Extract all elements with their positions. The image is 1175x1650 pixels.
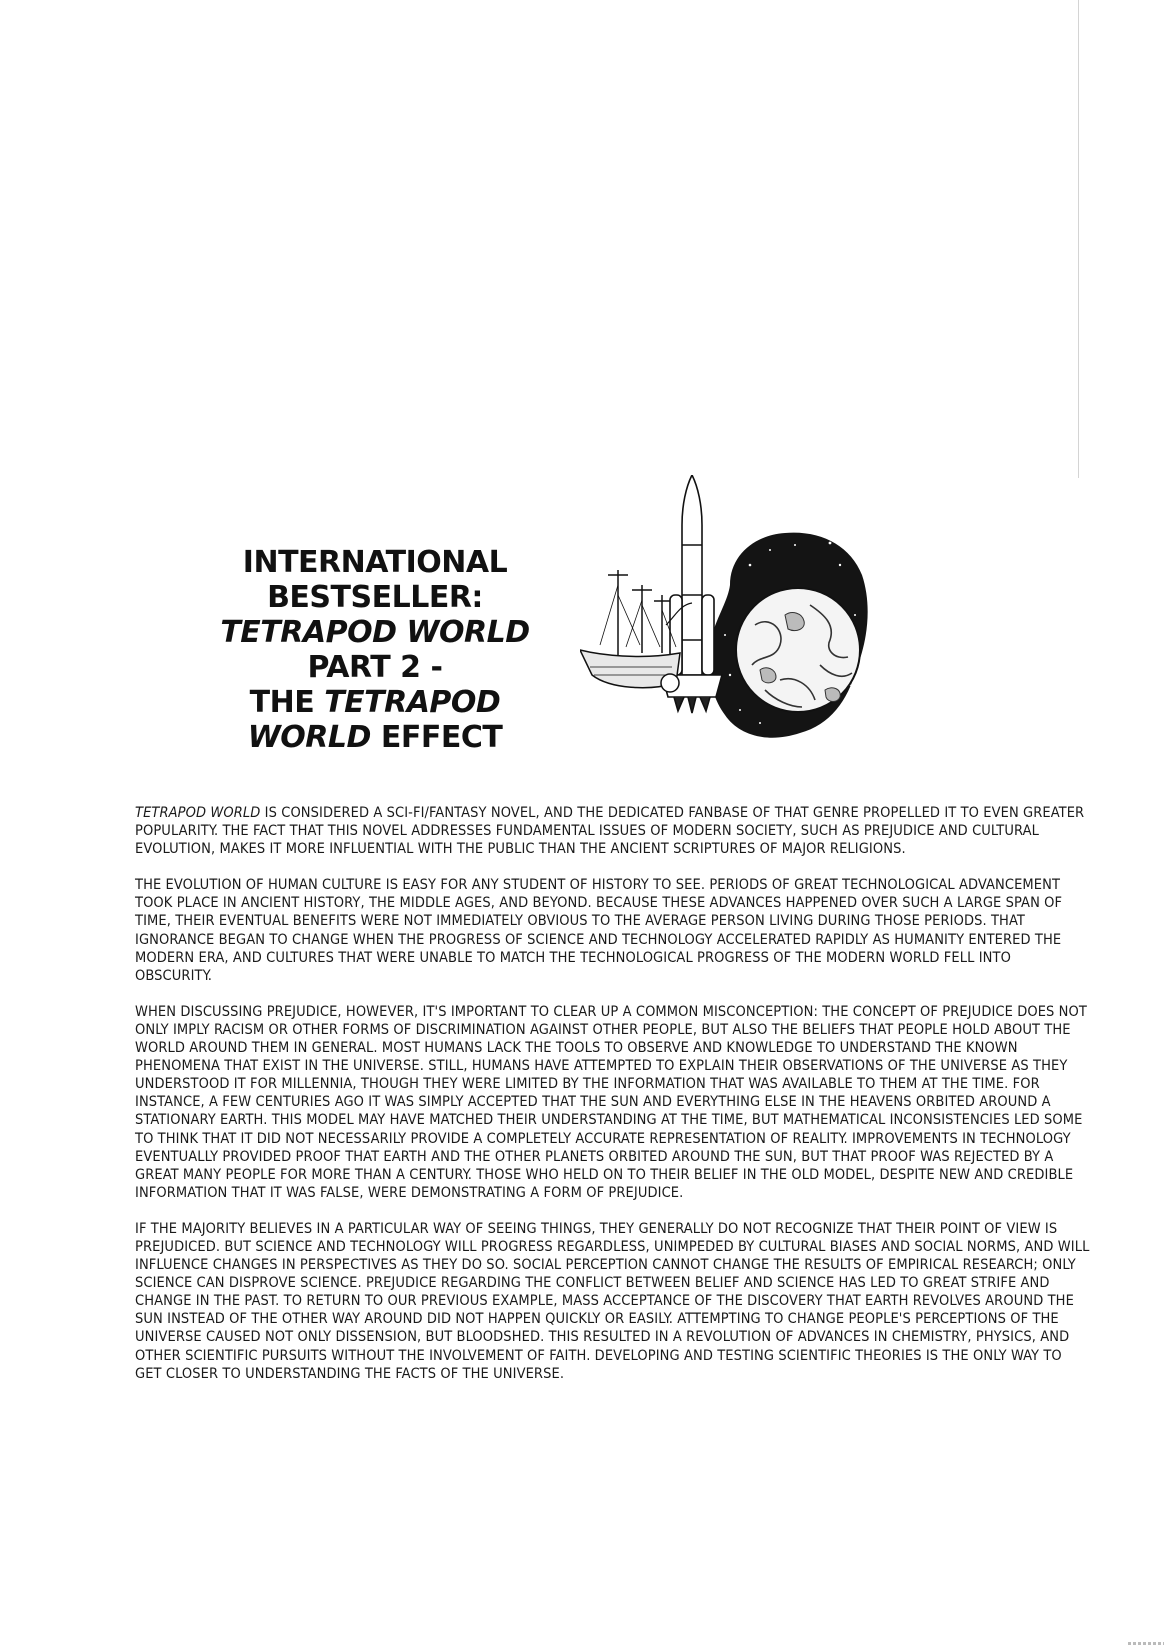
- book-title: TETRAPOD WORLD: [220, 615, 530, 650]
- rocket-ship-earth-illustration: [580, 475, 870, 755]
- paragraph: WHEN DISCUSSING PREJUDICE, HOWEVER, IT'S IMPORTANT TO CLEAR UP A COMMON MISCONCEPTION: THE CONCEPT OF PREJUDICE DOES NOT ONLY IMPLY RACISM OR OTHER FORMS OF DISCRIMINATION AGAINST OTHER PEOPLE, BUT ALSO THE BELIEFS THAT PEOPLE HOLD ABOUT THE WORLD AROUND THEM IN GENERAL. MOST HUMANS LACK THE TOOLS TO OBSERVE AND KNOWLEDGE TO UNDERSTAND THE KNOWN PHENOMENA THAT EXIST IN THE UNIVERSE. STILL, HUMANS HAVE ATTEMPTED TO EXPLAIN THEIR OBSERVATIONS OF THE UNIVERSE AS THEY UNDERSTOOD IT FOR MILLENNIA, THOUGH THEY WERE LIMITED BY THE INFORMATION THAT WAS AVAILABLE TO THEM AT THE TIME. FOR INSTANCE, A FEW CENTURIES AGO IT WAS SIMPLY ACCEPTED THAT THE SUN AND EVERYTHING ELSE IN THE HEAVENS ORBITED AROUND A STATIONARY EARTH. THIS MODEL MAY HAVE MATCHED THEIR UNDERSTANDING AT THE TIME, BUT MATHEMATICAL INCONSISTENCIES LED SOME TO THINK THAT IT DID NOT NECESSARILY PROVIDE A COMPLETELY ACCURATE REPRESENTATION OF REALITY. IMPROVEMENTS IN TECHNOLOGY EVENTUALLY PROVIDED PROOF THAT EARTH AND THE OTHER PLANETS ORBITED AROUND THE SUN, BUT THAT PROOF WAS REJECTED BY A GREAT MANY PEOPLE FOR MORE THAN A CENTURY. THOSE WHO HELD ON TO THEIR BELIEF IN THE OLD MODEL, DESPITE NEW AND CREDIBLE INFORMATION THAT IT WAS FALSE, WERE DEMONSTRATING A FORM OF PREJUDICE.: [135, 1003, 1087, 1201]
- article-body: [135, 804, 1090, 1401]
- book-title: TETRAPOD: [324, 685, 501, 720]
- paragraph: THE EVOLUTION OF HUMAN CULTURE IS EASY FOR ANY STUDENT OF HISTORY TO SEE. PERIODS OF GREAT TECHNOLOGICAL ADVANCEMENT TOOK PLACE IN ANCIENT HISTORY, THE MIDDLE AGES, AND BEYOND. BECAUSE THESE ADVANCES HAPPENED OVER SUCH A LARGE SPAN OF TIME, THEIR EVENTUAL BENEFITS WERE NOT IMMEDIATELY OBVIOUS TO THE AVERAGE PERSON LIVING DURING THOSE PERIODS. THAT IGNORANCE BEGAN TO CHANGE WHEN THE PROGRESS OF SCIENCE AND TECHNOLOGY ACCELERATED RAPIDLY AS HUMANITY ENTERED THE MODERN ERA, AND CULTURES THAT WERE UNABLE TO MATCH THE TECHNOLOGICAL PROGRESS OF THE MODERN WORLD FELL INTO OBSCURITY.: [135, 877, 1063, 984]
- earth-globe-icon: [736, 588, 860, 712]
- title-line: [180, 615, 570, 650]
- title-line: [180, 720, 570, 755]
- panel-border-line: [1078, 0, 1079, 478]
- book-title: WORLD: [247, 720, 371, 755]
- title-text: EFFECT: [370, 720, 503, 755]
- title-text: THE: [249, 685, 325, 720]
- page-title: [180, 545, 570, 755]
- page-corner-mark: [1128, 1642, 1164, 1645]
- paragraph: [135, 804, 1090, 858]
- title-line: BESTSELLER:: [267, 580, 483, 615]
- title-line: [180, 685, 570, 720]
- title-line: INTERNATIONAL: [242, 545, 508, 580]
- title-line: PART 2 -: [307, 650, 443, 685]
- paragraph-text: IS CONSIDERED A SCI-FI/FANTASY NOVEL, AND THE DEDICATED FANBASE OF THAT GENRE PROPELLED IT TO EVEN GREATER POPULARITY. THE FACT THAT THIS NOVEL ADDRESSES FUNDAMENTAL ISSUES OF MODERN SOCIETY, SUCH AS PREJUDICE AND CULTURAL EVOLUTION, MAKES IT MORE INFLUENTIAL WITH THE PUBLIC THAN THE ANCIENT SCRIPTURES OF MAJOR RELIGIONS.: [135, 805, 1085, 858]
- book-title: TETRAPOD WORLD: [135, 805, 261, 821]
- paragraph: IF THE MAJORITY BELIEVES IN A PARTICULAR WAY OF SEEING THINGS, THEY GENERALLY DO NOT RECOGNIZE THAT THEIR POINT OF VIEW IS PREJUDICED. BUT SCIENCE AND TECHNOLOGY WILL PROGRESS REGARDLESS, UNIMPEDED BY CULTURAL BIASES AND SOCIAL NORMS, AND WILL INFLUENCE CHANGES IN PERSPECTIVES AS THEY DO SO. SOCIAL PERCEPTION CANNOT CHANGE THE RESULTS OF EMPIRICAL RESEARCH; ONLY SCIENCE CAN DISPROVE SCIENCE. PREJUDICE REGARDING THE CONFLICT BETWEEN BELIEF AND SCIENCE HAS LED TO GREAT STRIFE AND CHANGE IN THE PAST. TO RETURN TO OUR PREVIOUS EXAMPLE, MASS ACCEPTANCE OF THE DISCOVERY THAT EARTH REVOLVES AROUND THE SUN INSTEAD OF THE OTHER WAY AROUND DID NOT HAPPEN QUICKLY OR EASILY. ATTEMPTING TO CHANGE PEOPLE'S PERCEPTIONS OF THE UNIVERSE CAUSED NOT ONLY DISSENSION, BUT BLOODSHED. THIS RESULTED IN A REVOLUTION OF ADVANCES IN CHEMISTRY, PHYSICS, AND OTHER SCIENTIFIC PURSUITS WITHOUT THE INVOLVEMENT OF FAITH. DEVELOPING AND TESTING SCIENTIFIC THEORIES IS THE ONLY WAY TO GET CLOSER TO UNDERSTANDING THE FACTS OF THE UNIVERSE.: [135, 1220, 1090, 1382]
